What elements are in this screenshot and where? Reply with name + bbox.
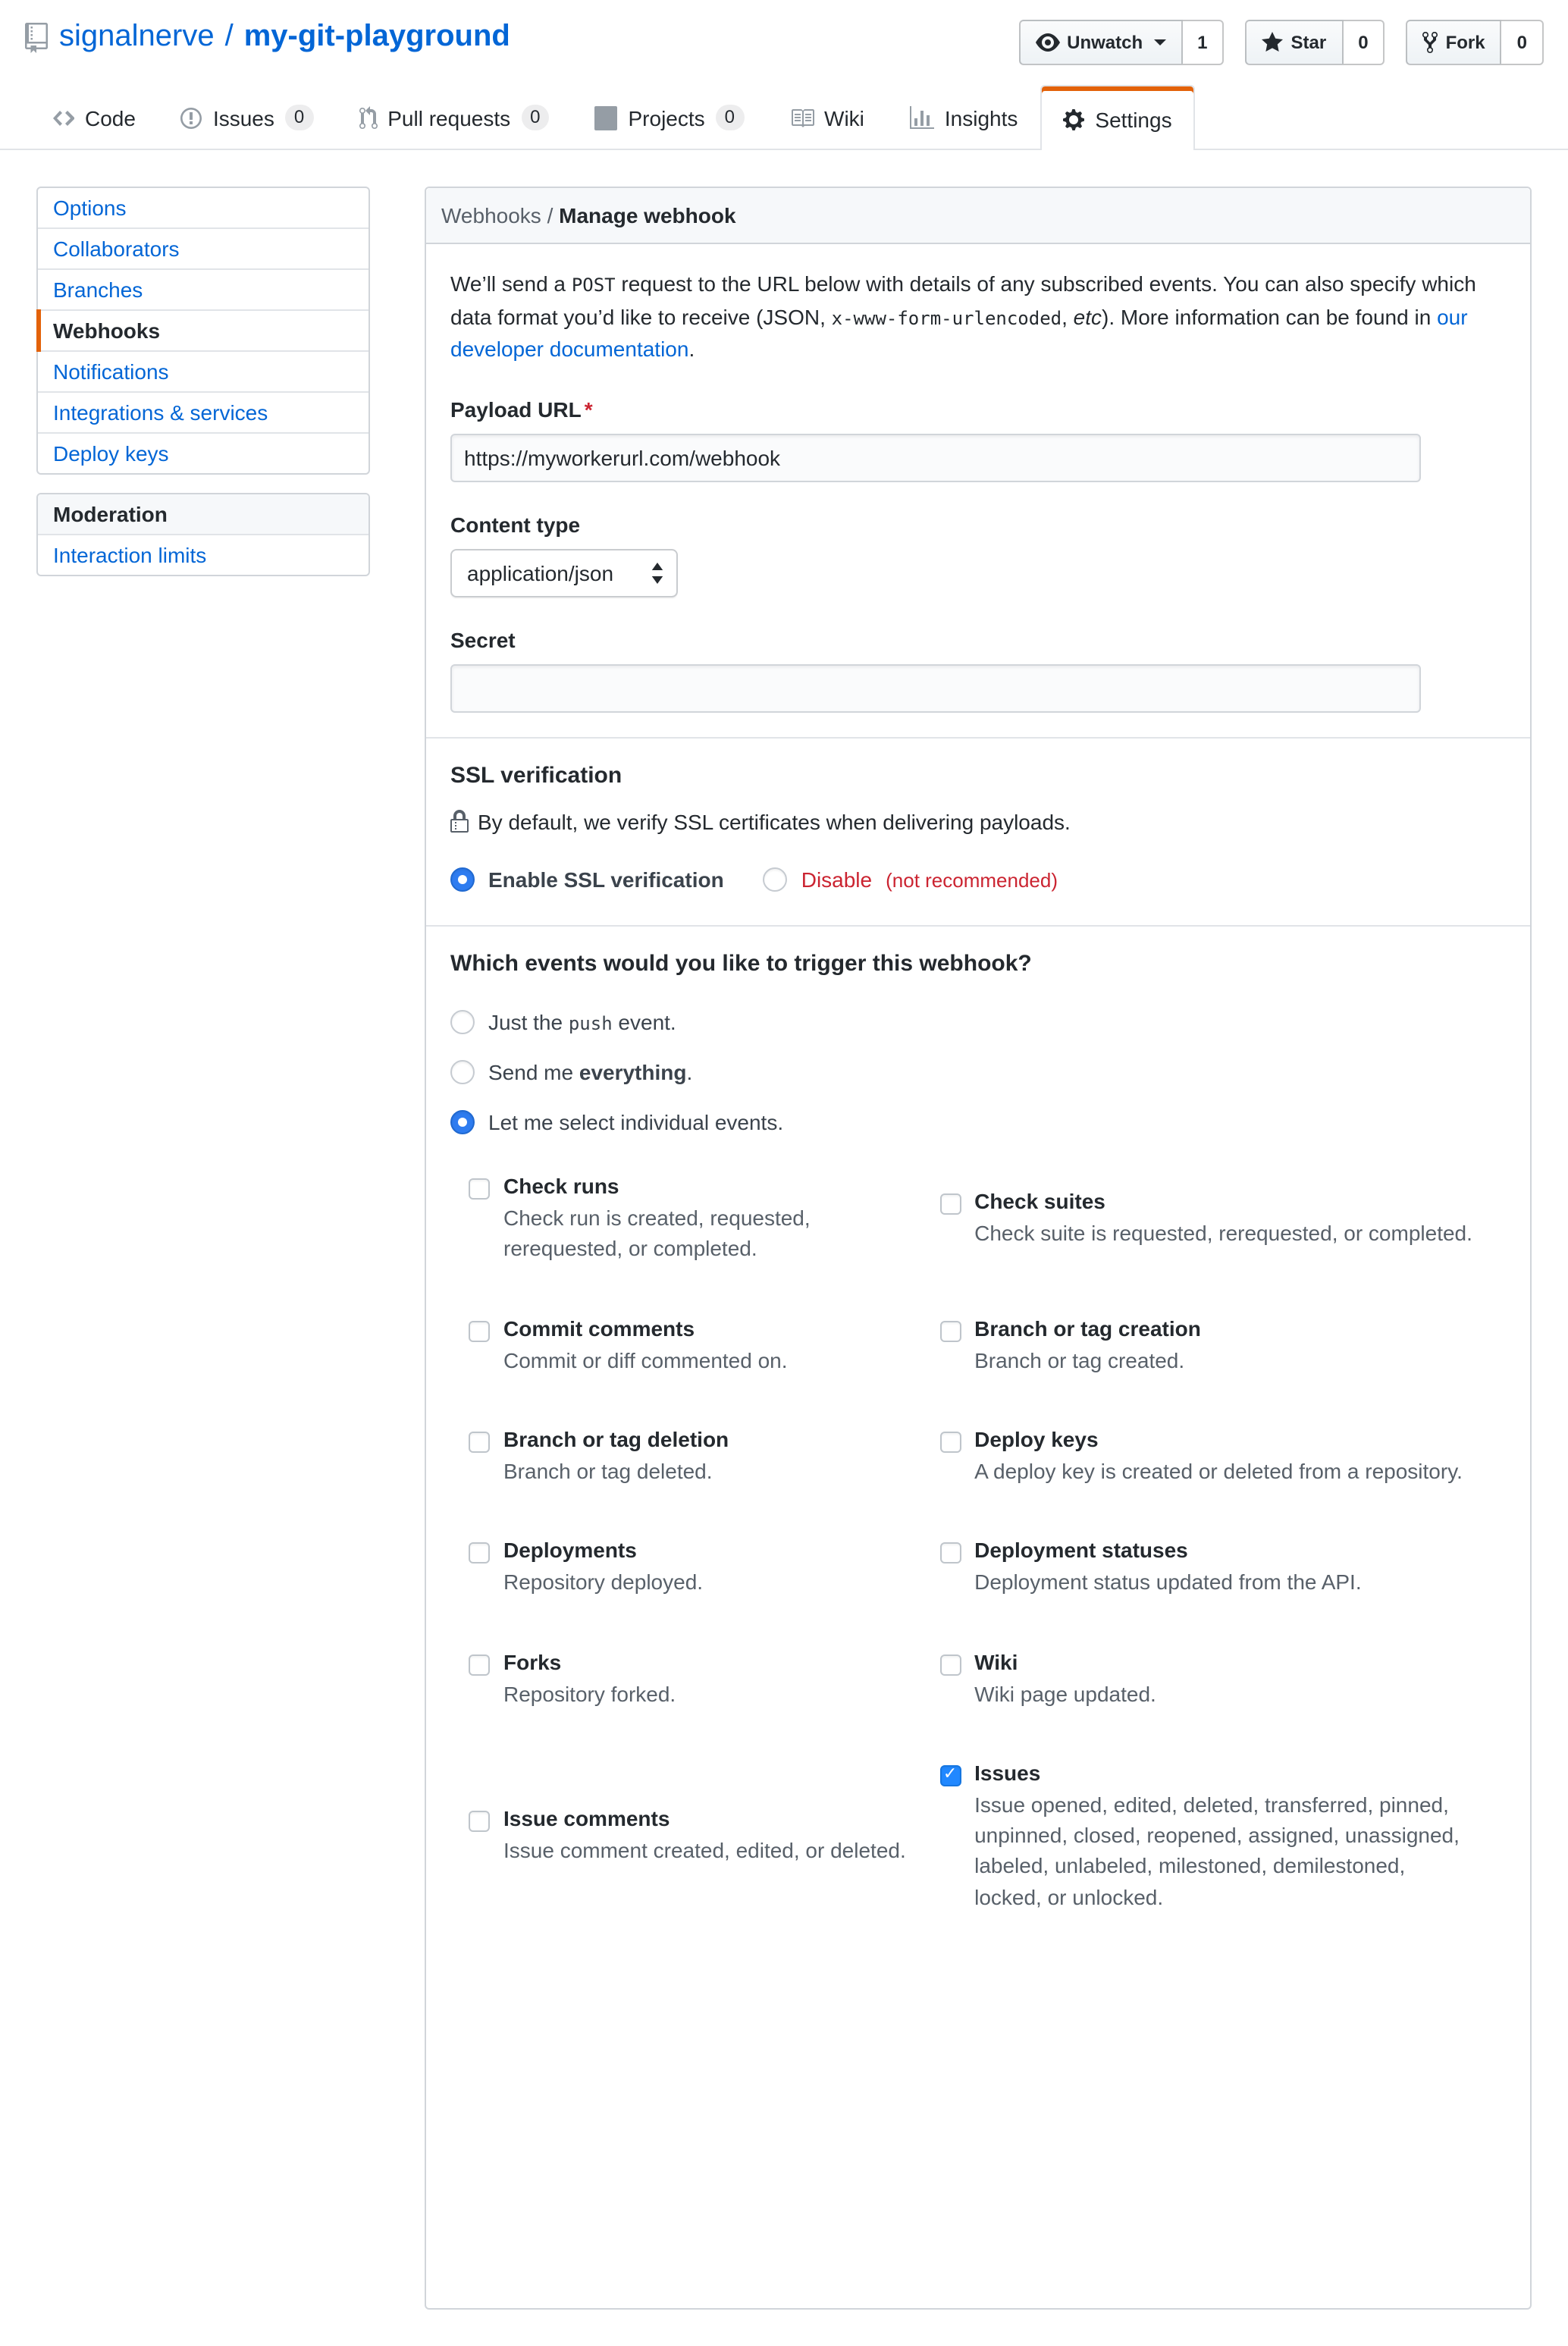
checkbox-deploy-keys[interactable] (939, 1432, 961, 1453)
event-title: Check runs (503, 1174, 619, 1199)
event-desc: Check run is created, requested, rerequested, or completed. (503, 1206, 811, 1261)
option-text: Send me (488, 1060, 579, 1085)
events-section (426, 925, 1530, 2085)
disable-ssl-option[interactable] (764, 867, 1058, 892)
event-desc: Commit or diff commented on. (503, 1347, 788, 1372)
tab-settings[interactable] (1040, 85, 1194, 150)
ssl-heading: SSL verification (450, 763, 622, 789)
event-desc: Check suite is requested, rerequested, or completed. (974, 1221, 1472, 1246)
ssl-verification-section (426, 737, 1530, 925)
tab-label: Projects (628, 105, 705, 130)
radio-just-push[interactable] (450, 1010, 475, 1034)
ssl-note-text: By default, we verify SSL certificates when delivering payloads. (478, 810, 1071, 835)
issues-counter: 0 (285, 105, 313, 130)
select-individual-label: Let me select individual events. (488, 1110, 784, 1135)
breadcrumb (426, 188, 1530, 244)
intro-text: ). More information can be found in (1102, 304, 1438, 329)
webhook-form-section (426, 244, 1530, 737)
content-type-select[interactable] (450, 549, 678, 597)
select-caret-icon (651, 563, 664, 584)
sidebar-item-collaborators[interactable]: Collaborators (38, 229, 368, 270)
event-item-forks (469, 1649, 924, 1709)
event-title: Wiki (974, 1649, 1018, 1674)
sidebar-item-webhooks[interactable]: Webhooks (38, 311, 368, 352)
just-push-label (488, 1010, 676, 1034)
event-title: Issues (974, 1760, 1041, 1785)
option-text: Just the (488, 1010, 569, 1035)
projects-counter: 0 (716, 105, 744, 130)
breadcrumb-separator: / (547, 203, 554, 227)
payload-url-input[interactable] (450, 434, 1421, 482)
enable-ssl-option[interactable] (450, 867, 724, 892)
tab-pull-requests[interactable] (336, 85, 572, 149)
content-type-group (450, 513, 1506, 597)
sidebar-item-branches[interactable]: Branches (38, 270, 368, 311)
intro-text: We’ll send a (450, 271, 572, 296)
sidebar-item-integrations-services[interactable]: Integrations & services (38, 393, 368, 434)
event-title: Issue comments (503, 1806, 670, 1831)
event-desc: Branch or tag created. (974, 1347, 1185, 1372)
project-icon (595, 105, 618, 130)
eye-icon (1035, 30, 1059, 55)
payload-url-group (450, 397, 1506, 482)
issue-opened-icon (181, 105, 202, 130)
disable-ssl-label: Disable (801, 867, 873, 892)
event-item-wiki (939, 1649, 1477, 1709)
sidebar-item-deploy-keys[interactable]: Deploy keys (53, 441, 169, 466)
event-item-issues (939, 1761, 1477, 1912)
payload-url-label (450, 397, 1506, 422)
enable-ssl-label: Enable SSL verification (488, 867, 724, 892)
unwatch-button[interactable] (1018, 20, 1182, 65)
event-item-deployment-statuses (939, 1538, 1477, 1598)
option-text: . (686, 1060, 693, 1085)
moderation-menu (36, 493, 370, 576)
webhook-panel (425, 187, 1532, 2310)
event-title: Check suites (974, 1189, 1105, 1214)
event-item-branch-tag-creation (939, 1316, 1477, 1375)
send-everything-option[interactable] (450, 1060, 1506, 1084)
secret-group (450, 628, 1506, 713)
send-everything-label (488, 1060, 692, 1084)
code-icon (53, 105, 74, 130)
tab-insights[interactable] (887, 85, 1041, 149)
events-grid (469, 1174, 1492, 1964)
forks-count[interactable]: 0 (1502, 20, 1544, 65)
event-desc: Issue comment created, edited, or deleted. (503, 1838, 906, 1863)
label-text: Payload URL (450, 397, 582, 422)
fork-button[interactable] (1406, 20, 1502, 65)
page-header (0, 0, 1568, 65)
checkbox-check-runs[interactable] (469, 1178, 490, 1200)
settings-sidebar (36, 187, 370, 594)
star-icon (1262, 30, 1284, 55)
gear-icon (1063, 108, 1084, 132)
unwatch-label: Unwatch (1067, 32, 1143, 53)
event-desc: Branch or tag deleted. (503, 1458, 713, 1483)
intro-text: . (688, 337, 695, 362)
intro-code-post: POST (571, 274, 616, 296)
event-desc: Repository deployed. (503, 1570, 704, 1595)
intro-text: request to the URL below with details of any subscribed events. You can also specify which data format you’d like to receive (JSON, (450, 271, 1476, 329)
disable-ssl-note: (not recommended) (886, 868, 1058, 892)
content-type-label: Content type (450, 513, 581, 538)
repo-actions (1018, 20, 1544, 65)
stargazers-count[interactable]: 0 (1343, 20, 1385, 65)
ssl-note (450, 810, 1506, 834)
event-title: Deployment statuses (974, 1538, 1188, 1563)
push-code: push (568, 1013, 613, 1035)
checkbox-branch-tag-deletion[interactable] (469, 1432, 490, 1453)
moderation-menu-header: Moderation (38, 494, 368, 535)
intro-paragraph (450, 268, 1506, 367)
radio-send-everything[interactable] (450, 1060, 475, 1084)
event-title: Deployments (503, 1538, 637, 1563)
option-text: event. (612, 1010, 676, 1035)
event-item-deployments (469, 1538, 924, 1598)
radio-select-individual[interactable] (450, 1110, 475, 1134)
dropdown-caret-icon (1153, 39, 1165, 45)
required-mark: * (584, 397, 593, 422)
fork-label: Fork (1445, 32, 1485, 53)
checkbox-issue-comments[interactable] (469, 1811, 490, 1833)
event-title: Branch or tag deletion (503, 1426, 729, 1451)
event-desc: Wiki page updated. (974, 1681, 1156, 1706)
repo-owner-link[interactable]: signalnerve (59, 20, 215, 53)
checkbox-deployments[interactable] (469, 1543, 490, 1564)
lock-icon (450, 810, 469, 834)
just-push-option[interactable] (450, 1010, 1506, 1034)
secret-input[interactable] (450, 664, 1421, 713)
sidebar-item-interaction-limits[interactable]: Interaction limits (53, 543, 207, 567)
git-pull-request-icon (359, 105, 377, 130)
pull-requests-counter: 0 (521, 105, 549, 130)
repo-title (24, 20, 510, 55)
repo-icon (24, 22, 49, 52)
star-button[interactable] (1246, 20, 1344, 65)
event-item-branch-tag-deletion (469, 1427, 924, 1487)
tab-label: Wiki (824, 105, 864, 130)
select-individual-option[interactable] (450, 1110, 1506, 1134)
event-item-check-suites (939, 1189, 1477, 1249)
event-title: Branch or tag creation (974, 1316, 1201, 1341)
event-desc: Issue opened, edited, deleted, transferred, pinned, unpinned, closed, reopened, assigned, unassigned, labeled, unlabeled, milestoned, demilestoned, locked, or unlocked. (974, 1792, 1460, 1909)
intro-code-urlencoded: x-www-form-urlencoded (831, 307, 1062, 329)
event-desc: A deploy key is created or deleted from a repository. (974, 1458, 1463, 1483)
repo-forked-icon (1423, 30, 1438, 55)
event-item-check-runs (469, 1174, 924, 1264)
checkbox-deployment-statuses[interactable] (939, 1543, 961, 1564)
checkbox-commit-comments[interactable] (469, 1320, 490, 1341)
breadcrumb-current: Manage webhook (559, 203, 736, 227)
event-item-issue-comments (469, 1807, 924, 1867)
book-icon (789, 105, 814, 130)
breadcrumb-webhooks[interactable]: Webhooks (441, 203, 541, 227)
event-desc: Deployment status updated from the API. (974, 1570, 1362, 1595)
watchers-count[interactable]: 1 (1182, 20, 1224, 65)
event-title: Commit comments (503, 1316, 695, 1341)
sidebar-item-notifications[interactable]: Notifications (38, 352, 368, 393)
intro-text: , (1062, 304, 1074, 329)
event-item-deploy-keys (939, 1427, 1477, 1487)
content-type-selected-value: application/json (467, 561, 614, 586)
repo-name-link[interactable]: my-git-playground (243, 20, 510, 53)
tab-projects[interactable] (572, 85, 767, 149)
secret-label: Secret (450, 628, 516, 653)
tab-label: Issues (212, 105, 274, 130)
checkbox-branch-tag-creation[interactable] (939, 1320, 961, 1341)
tab-label: Settings (1095, 108, 1172, 132)
tab-wiki[interactable] (767, 85, 887, 149)
radio-disable-ssl[interactable] (764, 867, 788, 892)
tab-code[interactable] (30, 85, 158, 149)
checkbox-check-suites[interactable] (939, 1193, 961, 1215)
sidebar-item-options[interactable]: Options (38, 188, 368, 229)
tab-label: Pull requests (387, 105, 511, 130)
repo-nav-bar (0, 85, 1568, 150)
event-title: Deploy keys (974, 1426, 1099, 1451)
events-heading: Which events would you like to trigger this webhook? (450, 951, 1032, 977)
checkbox-issues[interactable] (939, 1765, 961, 1786)
repo-path-separator: / (224, 20, 234, 53)
graph-icon (910, 105, 934, 130)
checkbox-forks[interactable] (469, 1654, 490, 1675)
tab-label: Code (85, 105, 136, 130)
event-desc: Repository forked. (503, 1681, 676, 1706)
radio-enable-ssl[interactable] (450, 867, 475, 892)
event-title: Forks (503, 1649, 562, 1674)
tab-label: Insights (944, 105, 1018, 130)
checkbox-wiki[interactable] (939, 1654, 961, 1675)
tab-issues[interactable] (158, 85, 336, 149)
everything-bold: everything (579, 1060, 687, 1085)
event-item-commit-comments (469, 1316, 924, 1375)
settings-menu (36, 187, 370, 475)
intro-emphasis: etc (1073, 304, 1102, 329)
star-label: Star (1290, 32, 1327, 53)
developer-documentation-link[interactable]: our developer documentation (450, 304, 1468, 362)
